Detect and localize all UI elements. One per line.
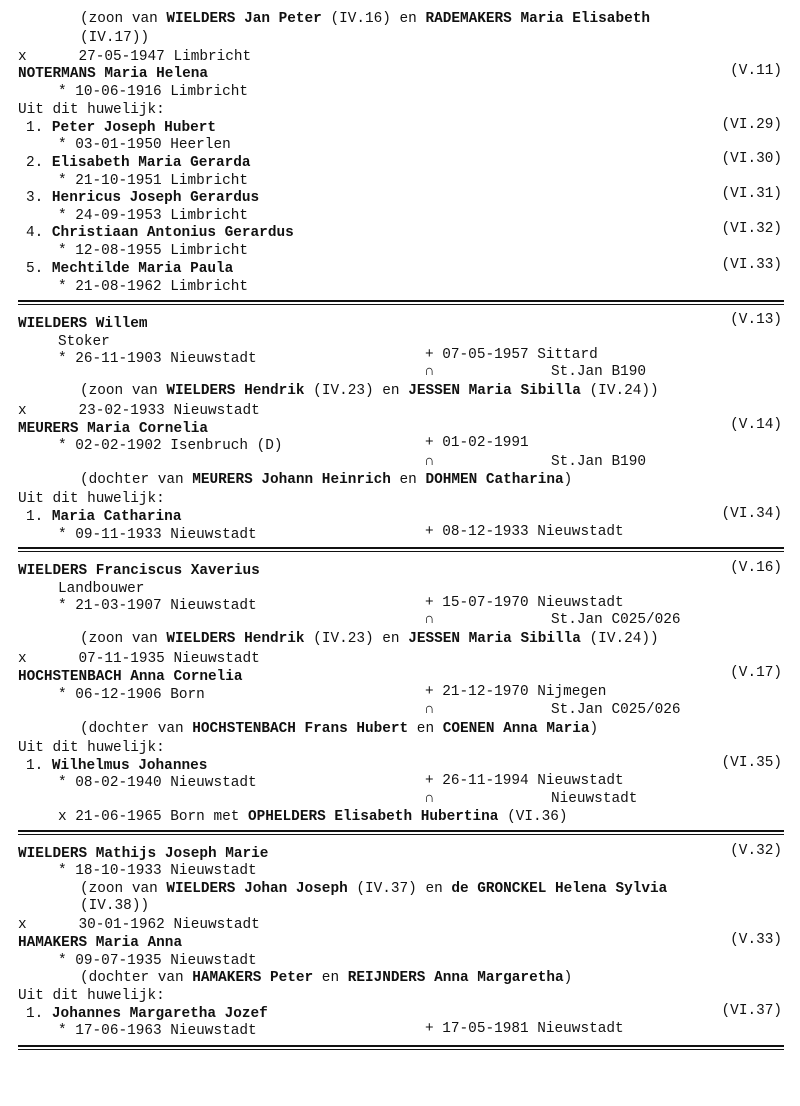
spouse-death: + 01-02-1991 — [425, 435, 529, 451]
section-divider — [18, 547, 784, 552]
parents-line: (zoon van WIELDERS Hendrik (IV.23) en JESSEN Maria Sibilla (IV.24)) — [80, 383, 659, 399]
child-ref: (VI.32) — [721, 221, 782, 237]
child-name: 1. Johannes Margaretha Jozef — [26, 1006, 268, 1022]
birth: * 21-03-1907 Nieuwstadt — [58, 598, 257, 614]
child-birth: * 21-10-1951 Limbricht — [58, 173, 248, 189]
spouse-death: + 21-12-1970 Nijmegen — [425, 684, 607, 700]
child-ref: (VI.33) — [721, 257, 782, 273]
burial-symbol: ∩ — [425, 612, 434, 628]
occupation: Stoker — [58, 334, 110, 350]
spouse-ref: (V.14) — [730, 417, 782, 433]
person-name: WIELDERS Franciscus Xaverius — [18, 563, 260, 579]
section-divider — [18, 830, 784, 835]
child-birth: * 21-08-1962 Limbricht — [58, 279, 248, 295]
marriage-line: x 27-05-1947 Limbricht — [18, 49, 252, 65]
section-divider — [18, 1045, 784, 1050]
occupation: Landbouwer — [58, 581, 145, 597]
child-birth: * 03-01-1950 Heerlen — [58, 137, 231, 153]
marriage-line: x 30-01-1962 Nieuwstadt — [18, 917, 260, 933]
person-ref: (V.13) — [730, 312, 782, 328]
child-ref: (VI.34) — [721, 506, 782, 522]
burial-symbol: ∩ — [425, 791, 434, 807]
spouse-birth: * 10-06-1916 Limbricht — [58, 84, 248, 100]
person-name: WIELDERS Willem — [18, 316, 148, 332]
spouse-birth: * 02-02-1902 Isenbruch (D) — [58, 438, 283, 454]
child-birth: * 12-08-1955 Limbricht — [58, 243, 248, 259]
death: + 15-07-1970 Nieuwstadt — [425, 595, 624, 611]
burial-place: Nieuwstadt — [551, 791, 638, 807]
burial-symbol: ∩ — [425, 454, 434, 470]
child-name: 1. Peter Joseph Hubert — [26, 120, 217, 136]
child-name: 1. Wilhelmus Johannes — [26, 758, 208, 774]
child-name: 2. Elisabeth Maria Gerarda — [26, 155, 251, 171]
spouse-birth: * 06-12-1906 Born — [58, 687, 205, 703]
spouse-ref: (V.17) — [730, 665, 782, 681]
parents-line-cont: (IV.38)) — [80, 898, 150, 914]
children-header: Uit dit huwelijk: — [18, 491, 165, 507]
spouse-name: HOCHSTENBACH Anna Cornelia — [18, 669, 243, 685]
spouse-ref: (V.33) — [730, 932, 782, 948]
spouse-name: HAMAKERS Maria Anna — [18, 935, 183, 951]
parents-line: (zoon van WIELDERS Hendrik (IV.23) en JESSEN Maria Sibilla (IV.24)) — [80, 631, 659, 647]
spouse-name: MEURERS Maria Cornelia — [18, 421, 208, 437]
burial-place: St.Jan C025/026 — [551, 612, 681, 628]
child-birth: * 17-06-1963 Nieuwstadt — [58, 1023, 257, 1039]
parents-line: (zoon van WIELDERS Johan Joseph (IV.37) en de GRONCKEL Helena Sylvia — [80, 881, 668, 897]
child-death: + 17-05-1981 Nieuwstadt — [425, 1021, 624, 1037]
spouse-parents-line: (dochter van HAMAKERS Peter en REIJNDERS Anna Margaretha) — [80, 970, 573, 986]
marriage-line: x 23-02-1933 Nieuwstadt — [18, 403, 260, 419]
marriage-line: x 07-11-1935 Nieuwstadt — [18, 651, 260, 667]
burial-symbol: ∩ — [425, 702, 434, 718]
person-name: WIELDERS Mathijs Joseph Marie — [18, 846, 269, 862]
child-name: 1. Maria Catharina — [26, 509, 182, 525]
burial-symbol: ∩ — [425, 364, 434, 380]
child-marriage: x 21-06-1965 Born met OPHELDERS Elisabeth Hubertina (VI.36) — [58, 809, 568, 825]
child-ref: (VI.37) — [721, 1003, 782, 1019]
burial-place: St.Jan B190 — [551, 454, 646, 470]
spouse-birth: * 09-07-1935 Nieuwstadt — [58, 953, 257, 969]
person-ref: (V.32) — [730, 843, 782, 859]
child-birth: * 24-09-1953 Limbricht — [58, 208, 248, 224]
burial-place: St.Jan B190 — [551, 364, 646, 380]
spouse-name: NOTERMANS Maria Helena — [18, 66, 208, 82]
spouse-parents-line: (dochter van HOCHSTENBACH Frans Hubert en COENEN Anna Maria) — [80, 721, 599, 737]
children-header: Uit dit huwelijk: — [18, 102, 165, 118]
spouse-parents-line: (dochter van MEURERS Johann Heinrich en DOHMEN Catharina) — [80, 472, 573, 488]
section-divider — [18, 300, 784, 305]
children-header: Uit dit huwelijk: — [18, 740, 165, 756]
child-birth: * 08-02-1940 Nieuwstadt — [58, 775, 257, 791]
birth: * 18-10-1933 Nieuwstadt — [58, 863, 257, 879]
child-birth: * 09-11-1933 Nieuwstadt — [58, 527, 257, 543]
parents-line: (zoon van WIELDERS Jan Peter (IV.16) en RADEMAKERS Maria Elisabeth — [80, 11, 650, 27]
child-name: 3. Henricus Joseph Gerardus — [26, 190, 260, 206]
death: + 07-05-1957 Sittard — [425, 347, 598, 363]
parents-line-cont: (IV.17)) — [80, 30, 150, 46]
child-name: 4. Christiaan Antonius Gerardus — [26, 225, 294, 241]
spouse-ref: (V.11) — [730, 63, 782, 79]
burial-place: St.Jan C025/026 — [551, 702, 681, 718]
children-header: Uit dit huwelijk: — [18, 988, 165, 1004]
child-ref: (VI.29) — [721, 117, 782, 133]
child-death: + 08-12-1933 Nieuwstadt — [425, 524, 624, 540]
child-death: + 26-11-1994 Nieuwstadt — [425, 773, 624, 789]
birth: * 26-11-1903 Nieuwstadt — [58, 351, 257, 367]
child-ref: (VI.31) — [721, 186, 782, 202]
child-name: 5. Mechtilde Maria Paula — [26, 261, 234, 277]
person-ref: (V.16) — [730, 560, 782, 576]
child-ref: (VI.35) — [721, 755, 782, 771]
child-ref: (VI.30) — [721, 151, 782, 167]
